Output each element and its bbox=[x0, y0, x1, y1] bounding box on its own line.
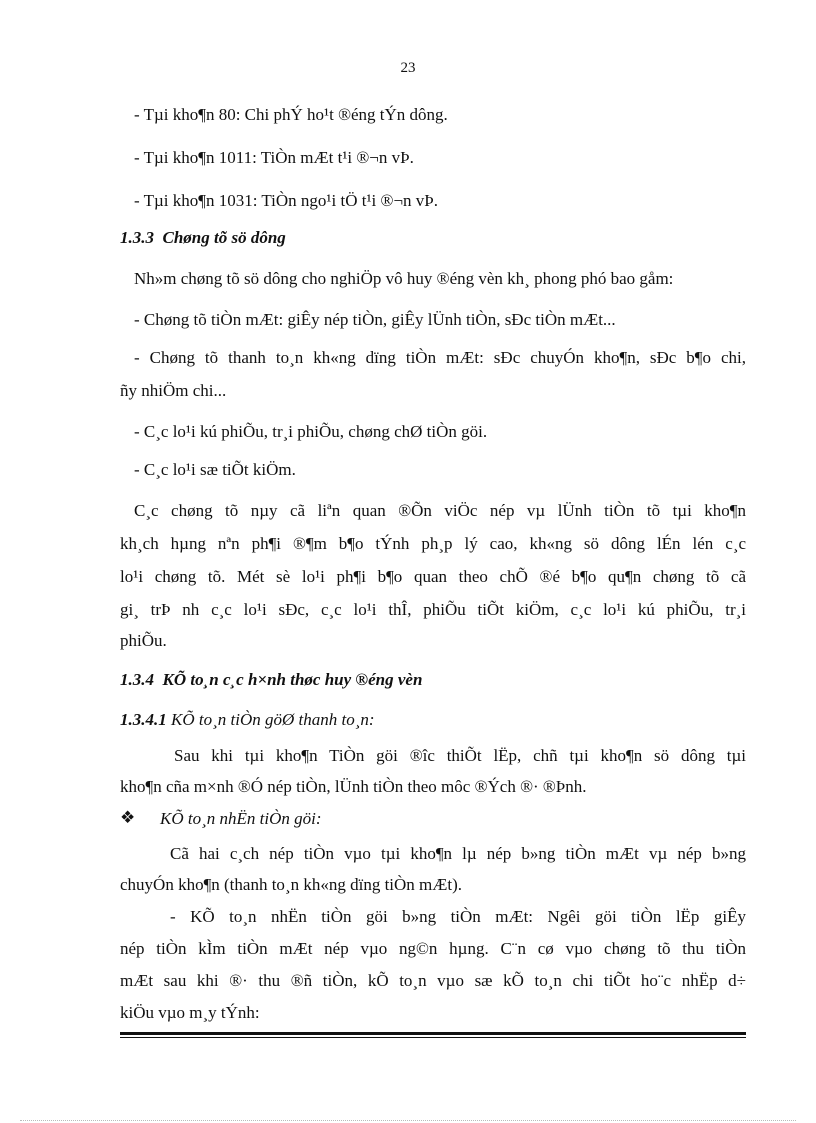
diamond-bullet-icon: ❖ bbox=[120, 808, 136, 827]
page-bottom-dotted-edge bbox=[20, 1120, 796, 1121]
section-heading bbox=[120, 669, 422, 691]
paragraph-line: - KÕ to¸n nhËn tiÒn göi b»ng tiÒn mÆt: Ngêi göi tiÒn lËp giÊy bbox=[170, 907, 746, 926]
bullet-heading: KÕ to¸n nhËn tiÒn göi: bbox=[160, 809, 322, 828]
paragraph-line: chuyÓn kho¶n (thanh to¸n kh«ng dïng tiÒn mÆt). bbox=[120, 875, 463, 894]
paragraph-line: Nh»m chøng tõ sö dông cho nghiÖp vô huy ®éng vèn kh¸ phong phó bao gåm: bbox=[134, 269, 674, 288]
paragraph-line: nép tiÒn kÌm tiÒn mÆt nép vµo ng©n hµng. C¨n cø vµo chøng tõ thu tiÒn bbox=[120, 939, 746, 958]
paragraph-line: kiÖu vµo m¸y tÝnh: bbox=[120, 1003, 260, 1022]
paragraph-line: kho¶n cña m×nh ®Ó nép tiÒn, lÜnh tiÒn theo môc ®Ých ®· ®Þnh. bbox=[120, 777, 587, 796]
text-line: - Tµi kho¶n 1011: TiÒn mÆt t¹i ®¬n vÞ. bbox=[134, 148, 414, 167]
text-line: - Tµi kho¶n 80: Chi phÝ ho¹t ®éng tÝn dông. bbox=[134, 105, 448, 124]
footer-rule-thin bbox=[120, 1037, 746, 1038]
subsection-heading bbox=[120, 709, 375, 731]
list-item: - C¸c lo¹i kú phiÕu, tr¸i phiÕu, chøng chØ tiÒn göi. bbox=[134, 422, 488, 441]
section-number: 1.3.3 bbox=[120, 228, 154, 247]
list-item-continuation: ñy nhiÖm chi... bbox=[120, 381, 227, 400]
list-item: - C¸c lo¹i sæ tiÕt kiÖm. bbox=[134, 460, 296, 479]
section-number: 1.3.4 bbox=[120, 670, 154, 689]
paragraph-line: lo¹i chøng tõ. Mét sè lo¹i ph¶i b¶o quan theo chÕ ®é b¶o qu¶n chøng tõ cã bbox=[120, 567, 746, 586]
subsection-title: KÕ to¸n tiÒn göØ thanh to¸n: bbox=[171, 710, 375, 729]
subsection-number: 1.3.4.1 bbox=[120, 710, 167, 729]
paragraph-line: mÆt sau khi ®· thu ®ñ tiÒn, kÕ to¸n vµo sæ kÕ to¸n chi tiÕt ho¨c nhËp d÷ bbox=[120, 971, 746, 990]
list-item: - Chøng tõ tiÒn mÆt: giÊy nép tiÒn, giÊy lÜnh tiÒn, sÐc tiÒn mÆt... bbox=[134, 310, 616, 329]
paragraph-line: Sau khi tµi kho¶n TiÒn göi ®îc thiÕt lËp, chñ tµi kho¶n sö dông tµi bbox=[174, 746, 746, 765]
paragraph-line: kh¸ch hµng nªn ph¶i ®¶m b¶o tÝnh ph¸p lý cao, kh«ng sö dông lÉn lén c¸c bbox=[120, 534, 746, 553]
section-heading bbox=[120, 227, 286, 249]
section-title: KÕ to¸n c¸c h×nh thøc huy ®éng vèn bbox=[162, 670, 423, 689]
page-number: 23 bbox=[400, 60, 416, 76]
paragraph-line: C¸c chøng tõ nµy cã liªn quan ®Õn viÖc nép vµ lÜnh tiÒn tõ tµi kho¶n bbox=[134, 501, 746, 520]
section-title: Chøng tõ sö dông bbox=[162, 228, 286, 247]
text-line: - Tµi kho¶n 1031: TiÒn ngo¹i tÖ t¹i ®¬n vÞ. bbox=[134, 191, 438, 210]
paragraph-line: Cã hai c¸ch nép tiÒn vµo tµi kho¶n lµ nép b»ng tiÒn mÆt vµ nép b»ng bbox=[170, 844, 746, 863]
paragraph-line: phiÕu. bbox=[120, 631, 167, 650]
list-item: - Chøng tõ thanh to¸n kh«ng dïng tiÒn mÆt: sÐc chuyÓn kho¶n, sÐc b¶o chi, bbox=[134, 348, 746, 367]
footer-rule-thick bbox=[120, 1032, 746, 1035]
paragraph-line: gi¸ trÞ nh c¸c lo¹i sÐc, c¸c lo¹i thÎ, phiÕu tiÕt kiÖm, c¸c lo¹i kú phiÕu, tr¸i bbox=[120, 600, 746, 619]
